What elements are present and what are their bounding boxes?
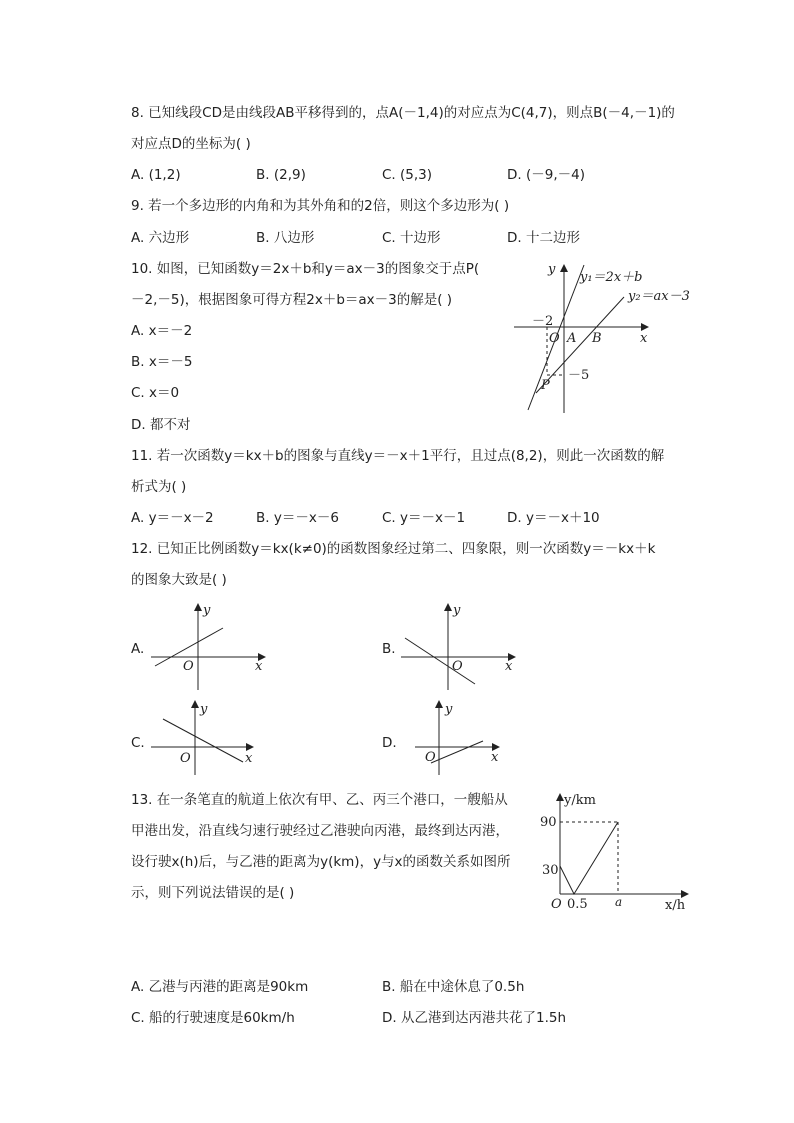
q12a-x-label: x [255,659,263,674]
q13-tick-05: 0.5 [567,897,588,912]
q13-tick-a: a [615,895,623,909]
q10-figure [500,255,700,420]
q10-option-d: D. 都不对 [131,417,191,433]
q13-option-c: C. 船的行驶速度是60km/h [131,1010,295,1026]
q12-line2: 的图象大致是( ) [131,572,227,588]
q12-graph-a [145,600,275,695]
q13-option-b: B. 船在中途休息了0.5h [382,979,525,995]
q13-option-d: D. 从乙港到达丙港共花了1.5h [382,1010,567,1026]
q11-option-b: B. y＝－x－6 [256,510,339,526]
q10-neg5-label: －5 [568,368,590,383]
q12d-y-label: y [445,702,453,717]
q8-line1: 8. 已知线段CD是由线段AB平移得到的，点A(－1,4)的对应点为C(4,7)，则点B(－4,－1)的 [131,105,675,121]
q13-option-a: A. 乙港与丙港的距离是90km [131,979,309,995]
q12b-origin: O [452,659,463,674]
q13-tick-30: 30 [542,863,559,878]
q9-line1: 9. 若一个多边形的内角和为其外角和的2倍，则这个多边形为( ) [131,198,510,214]
q13-line3: 设行驶x(h)后，与乙港的距离为y(km)，y与x的函数关系如图所 [131,854,511,870]
q13-line1: 13. 在一条笔直的航道上依次有甲、乙、丙三个港口，一艘船从 [131,792,508,808]
q8-option-b: B. (2,9) [256,167,306,183]
q11-line1: 11. 若一次函数y＝kx＋b的图象与直线y＝－x＋1平行，且过点(8,2)，则此一次函数的解 [131,448,665,464]
q12c-origin: O [180,751,191,766]
q10-option-c: C. x＝0 [131,385,180,401]
q12a-origin: O [183,659,194,674]
q12c-y-label: y [200,702,208,717]
q9-option-c: C. 十边形 [382,230,441,246]
q12c-x-label: x [245,751,253,766]
q13-line4: 示，则下列说法错误的是( ) [131,885,295,901]
q8-option-d: D. (－9,－4) [507,167,585,183]
q12-option-d-label: D. [382,735,397,751]
q10-option-a: A. x＝－2 [131,323,193,339]
q13-distance-graph [560,822,618,894]
q10-option-b: B. x＝－5 [131,354,193,370]
q12-graph-c [145,697,275,777]
q10-line2-label: y₂＝ax－3 [628,289,690,304]
q10-line2: －2,－5)，根据图象可得方程2x＋b＝ax－3的解是( ) [131,292,453,308]
q10-y-label: y [548,262,556,277]
q8-option-c: C. (5,3) [382,167,433,183]
q9-option-a: A. 六边形 [131,230,190,246]
q10-point-p: P [541,378,550,393]
q10-x-label: x [640,331,648,346]
q12a-y-label: y [203,603,211,618]
q11-line2: 析式为( ) [131,479,187,495]
q10-line1-label: y₁＝2x＋b [580,270,643,285]
q10-neg2-label: －2 [532,314,554,329]
q9-option-b: B. 八边形 [256,230,315,246]
q10-line1: 10. 如图，已知函数y＝2x＋b和y＝ax－3的图象交于点P( [131,261,480,277]
q12d-x-label: x [491,750,499,765]
q12-option-c-label: C. [131,735,145,751]
q13-x-label: x/h [665,898,686,913]
q12c-graph-line [163,719,243,762]
q10-origin-label: O [549,331,560,346]
q13-origin: O [551,897,562,912]
q12b-y-label: y [453,603,461,618]
q10-point-a: A [567,331,577,346]
q12b-graph-line [405,638,475,684]
q12d-origin: O [425,750,436,765]
q12-option-a-label: A. [131,641,145,657]
q8-line2: 对应点D的坐标为( ) [131,136,251,152]
q11-option-a: A. y＝－x－2 [131,510,214,526]
q9-option-d: D. 十二边形 [507,230,580,246]
q13-y-label: y/km [564,793,596,808]
q13-tick-90: 90 [540,815,557,830]
q11-option-d: D. y＝－x＋10 [507,510,600,526]
q12-graph-b [395,600,525,695]
q12b-x-label: x [505,659,513,674]
q8-option-a: A. (1,2) [131,167,181,183]
q13-figure [538,788,703,913]
q11-option-c: C. y＝－x－1 [382,510,466,526]
q10-point-b: B [592,331,602,346]
q13-line2: 甲港出发，沿直线匀速行驶经过乙港驶向丙港，最终到达丙港， [131,823,509,839]
q12-option-b-label: B. [382,641,396,657]
q12-graph-d [395,697,525,777]
q12-line1: 12. 已知正比例函数y＝kx(k≠0)的函数图象经过第二、四象限，则一次函数y＝－kx＋k [131,541,656,557]
